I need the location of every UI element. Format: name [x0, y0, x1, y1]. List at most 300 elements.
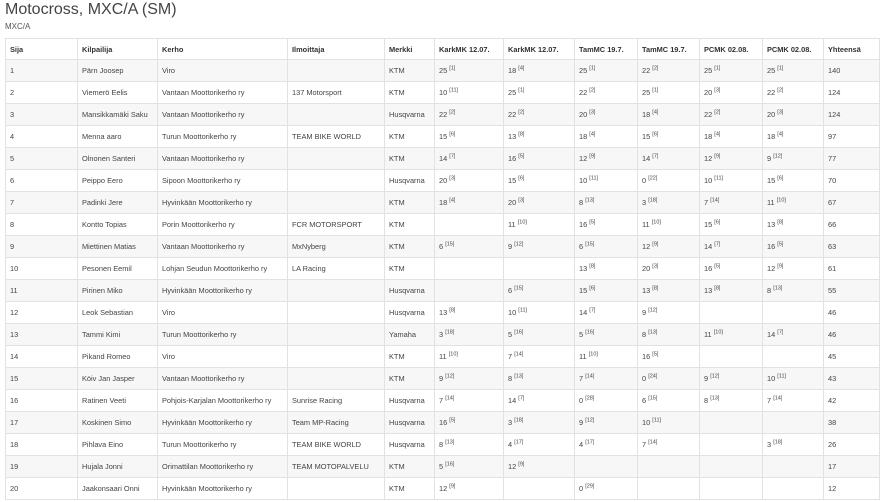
table-row — [6, 236, 880, 258]
race-placement: [5] — [714, 263, 721, 270]
table-row — [6, 302, 880, 324]
race-placement: [18] — [773, 439, 783, 446]
race-points: 14 — [579, 308, 588, 317]
table-row — [6, 60, 880, 82]
race-placement: [6] — [777, 175, 784, 182]
total-cell: 63 — [824, 236, 880, 258]
race-placement: [12] — [648, 307, 658, 314]
race-result-cell — [575, 82, 638, 104]
race-result-cell — [763, 280, 824, 302]
club-cell: Vantaan Moottorikerho ry — [158, 82, 288, 104]
position-cell: 16 — [6, 390, 78, 412]
race-result-cell — [504, 412, 575, 434]
race-placement: [5] — [518, 153, 525, 160]
total-cell: 140 — [824, 60, 880, 82]
race-points: 10 — [579, 176, 588, 185]
race-points: 10 — [642, 418, 651, 427]
race-placement: [10] — [713, 329, 723, 336]
class-label: MXC/A — [5, 22, 31, 31]
race-points: 18 — [767, 132, 776, 141]
race-result-cell — [700, 456, 763, 478]
race-result-cell — [638, 214, 700, 236]
entrant-cell — [288, 104, 385, 126]
race-result-cell — [575, 478, 638, 500]
race-placement: [4] — [589, 131, 596, 138]
race-result-cell — [763, 104, 824, 126]
race-placement: [13] — [514, 373, 524, 380]
race-placement: [22] — [648, 175, 658, 182]
race-result-cell — [575, 434, 638, 456]
race-result-cell — [763, 478, 824, 500]
race-placement: [6] — [449, 131, 456, 138]
race-placement: [5] — [652, 351, 659, 358]
race-points: 14 — [767, 330, 776, 339]
total-cell: 61 — [824, 258, 880, 280]
race-points: 13 — [642, 286, 651, 295]
race-result-cell — [435, 368, 504, 390]
position-cell: 19 — [6, 456, 78, 478]
club-cell: Viro — [158, 302, 288, 324]
race-placement: [8] — [589, 263, 596, 270]
race-points: 22 — [704, 110, 713, 119]
race-result-cell — [700, 148, 763, 170]
race-placement: [7] — [449, 153, 456, 160]
race-points: 11 — [579, 352, 587, 361]
race-placement: [1] — [652, 87, 659, 94]
race-placement: [1] — [714, 65, 721, 72]
column-header[interactable]: TamMC 19.7. — [638, 39, 700, 60]
position-cell: 2 — [6, 82, 78, 104]
race-placement: [9] — [652, 241, 659, 248]
race-result-cell — [575, 214, 638, 236]
race-result-cell — [700, 236, 763, 258]
race-placement: [1] — [449, 65, 456, 72]
race-points: 11 — [704, 330, 712, 339]
entrant-cell — [288, 170, 385, 192]
rider-name-cell: Padinki Jere — [78, 192, 158, 214]
race-placement: [17] — [514, 439, 524, 446]
table-row — [6, 104, 880, 126]
race-result-cell — [638, 434, 700, 456]
position-cell: 14 — [6, 346, 78, 368]
race-points: 7 — [704, 198, 709, 207]
race-result-cell — [700, 126, 763, 148]
race-result-cell — [700, 478, 763, 500]
brand-cell: KTM — [385, 456, 435, 478]
brand-cell: KTM — [385, 82, 435, 104]
race-result-cell — [504, 390, 575, 412]
club-cell: Vantaan Moottorikerho ry — [158, 148, 288, 170]
race-result-cell — [763, 148, 824, 170]
brand-cell: KTM — [385, 214, 435, 236]
race-placement: [14] — [710, 197, 720, 204]
rider-name-cell: Pärn Joosep — [78, 60, 158, 82]
position-cell: 6 — [6, 170, 78, 192]
table-row — [6, 214, 880, 236]
race-points: 12 — [642, 242, 651, 251]
race-result-cell — [700, 82, 763, 104]
race-result-cell — [638, 192, 700, 214]
club-cell: Lohjan Seudun Moottorikerho ry — [158, 258, 288, 280]
race-placement: [12] — [514, 241, 524, 248]
race-result-cell — [638, 478, 700, 500]
race-result-cell — [575, 192, 638, 214]
race-placement: [7] — [652, 153, 659, 160]
rider-name-cell: Olnonen Santeri — [78, 148, 158, 170]
race-result-cell — [700, 390, 763, 412]
race-points: 20 — [704, 88, 713, 97]
total-cell: 66 — [824, 214, 880, 236]
entrant-cell: TEAM MOTOPALVELU — [288, 456, 385, 478]
race-points: 9 — [704, 374, 709, 383]
table-row — [6, 390, 880, 412]
column-header[interactable]: KarkMK 12.07. — [504, 39, 575, 60]
race-points: 9 — [508, 242, 513, 251]
race-result-cell — [763, 214, 824, 236]
race-placement: [11] — [518, 307, 528, 314]
rider-name-cell: Mansikkamäki Saku — [78, 104, 158, 126]
total-cell: 26 — [824, 434, 880, 456]
race-points: 6 — [439, 242, 444, 251]
race-points: 14 — [704, 242, 713, 251]
race-result-cell — [700, 104, 763, 126]
race-placement: [2] — [589, 87, 596, 94]
race-placement: [11] — [652, 417, 662, 424]
race-points: 10 — [767, 374, 776, 383]
race-points: 15 — [767, 176, 776, 185]
entrant-cell — [288, 60, 385, 82]
total-cell: 70 — [824, 170, 880, 192]
race-result-cell — [504, 258, 575, 280]
race-result-cell — [504, 236, 575, 258]
position-cell: 10 — [6, 258, 78, 280]
race-placement: [14] — [514, 351, 524, 358]
race-points: 11 — [508, 220, 516, 229]
race-result-cell — [638, 236, 700, 258]
race-placement: [1] — [589, 65, 596, 72]
column-header[interactable]: Kerho — [158, 39, 288, 60]
race-result-cell — [575, 170, 638, 192]
entrant-cell: TEAM BIKE WORLD — [288, 126, 385, 148]
total-cell: 97 — [824, 126, 880, 148]
race-placement: [2] — [518, 109, 525, 116]
race-result-cell — [700, 192, 763, 214]
race-result-cell — [638, 82, 700, 104]
rider-name-cell: Koskinen Simo — [78, 412, 158, 434]
race-points: 18 — [579, 132, 588, 141]
race-result-cell — [575, 236, 638, 258]
race-points: 12 — [767, 264, 776, 273]
rider-name-cell: Köiv Jan Jasper — [78, 368, 158, 390]
race-points: 22 — [508, 110, 517, 119]
race-points: 10 — [508, 308, 517, 317]
race-placement: [16] — [585, 329, 595, 336]
club-cell: Sipoon Moottorikerho ry — [158, 170, 288, 192]
position-cell: 7 — [6, 192, 78, 214]
race-result-cell — [435, 214, 504, 236]
race-placement: [2] — [449, 109, 456, 116]
race-result-cell — [504, 126, 575, 148]
total-cell: 46 — [824, 324, 880, 346]
race-result-cell — [638, 126, 700, 148]
table-row — [6, 368, 880, 390]
race-placement: [15] — [648, 395, 658, 402]
column-header[interactable]: PCMK 02.08. — [700, 39, 763, 60]
race-points: 5 — [439, 462, 444, 471]
race-result-cell — [763, 170, 824, 192]
race-result-cell — [638, 302, 700, 324]
race-result-cell — [575, 148, 638, 170]
race-result-cell — [575, 258, 638, 280]
race-result-cell — [700, 60, 763, 82]
race-result-cell — [435, 302, 504, 324]
rider-name-cell: Jaakonsaari Onni — [78, 478, 158, 500]
race-placement: [5] — [449, 417, 456, 424]
race-placement: [8] — [449, 307, 456, 314]
race-placement: [6] — [652, 131, 659, 138]
race-placement: [5] — [777, 241, 784, 248]
race-points: 3 — [767, 440, 772, 449]
race-placement: [7] — [589, 307, 596, 314]
table-row — [6, 478, 880, 500]
entrant-cell — [288, 148, 385, 170]
race-result-cell — [700, 280, 763, 302]
race-result-cell — [504, 170, 575, 192]
rider-name-cell: Pihlava Eino — [78, 434, 158, 456]
entrant-cell: Sunrise Racing — [288, 390, 385, 412]
race-placement: [13] — [648, 329, 658, 336]
race-result-cell — [435, 104, 504, 126]
total-cell: 45 — [824, 346, 880, 368]
race-points: 15 — [508, 176, 517, 185]
entrant-cell: FCR MOTORSPORT — [288, 214, 385, 236]
race-result-cell — [763, 302, 824, 324]
race-result-cell — [763, 368, 824, 390]
race-result-cell — [638, 60, 700, 82]
table-row — [6, 170, 880, 192]
race-points: 20 — [767, 110, 776, 119]
race-points: 8 — [439, 440, 444, 449]
rider-name-cell: Pesonen Eemil — [78, 258, 158, 280]
race-points: 13 — [704, 286, 713, 295]
brand-cell: Yamaha — [385, 324, 435, 346]
race-placement: [29] — [585, 483, 595, 490]
race-result-cell — [638, 148, 700, 170]
position-cell: 1 — [6, 60, 78, 82]
race-result-cell — [575, 280, 638, 302]
race-placement: [5] — [589, 219, 596, 226]
table-row — [6, 324, 880, 346]
race-result-cell — [435, 126, 504, 148]
total-cell: 17 — [824, 456, 880, 478]
position-cell: 15 — [6, 368, 78, 390]
race-placement: [2] — [714, 109, 721, 116]
race-placement: [11] — [777, 373, 787, 380]
entrant-cell: TEAM BIKE WORLD — [288, 434, 385, 456]
race-result-cell — [504, 192, 575, 214]
rider-name-cell: Peippo Eero — [78, 170, 158, 192]
race-result-cell — [638, 324, 700, 346]
race-placement: [13] — [445, 439, 455, 446]
position-cell: 3 — [6, 104, 78, 126]
entrant-cell: 137 Motorsport — [288, 82, 385, 104]
club-cell: Hyvinkään Moottorikerho ry — [158, 280, 288, 302]
race-points: 20 — [439, 176, 448, 185]
column-header[interactable]: Sija — [6, 39, 78, 60]
race-result-cell — [575, 104, 638, 126]
total-cell: 38 — [824, 412, 880, 434]
race-placement: [18] — [514, 417, 524, 424]
column-header[interactable]: KarkMK 12.07. — [435, 39, 504, 60]
race-result-cell — [504, 456, 575, 478]
race-result-cell — [435, 390, 504, 412]
race-result-cell — [435, 456, 504, 478]
race-placement: [4] — [652, 109, 659, 116]
race-points: 22 — [767, 88, 776, 97]
table-row — [6, 192, 880, 214]
brand-cell: KTM — [385, 60, 435, 82]
column-header[interactable]: Kilpailija — [78, 39, 158, 60]
race-points: 22 — [579, 88, 588, 97]
race-result-cell — [575, 60, 638, 82]
race-points: 12 — [439, 484, 448, 493]
club-cell: Hyvinkään Moottorikerho ry — [158, 478, 288, 500]
race-placement: [7] — [714, 241, 721, 248]
race-points: 10 — [704, 176, 713, 185]
column-header[interactable]: PCMK 02.08. — [763, 39, 824, 60]
race-placement: [11] — [449, 87, 459, 94]
column-header[interactable]: Ilmoittaja — [288, 39, 385, 60]
race-placement: [10] — [588, 351, 598, 358]
race-points: 0 — [579, 396, 584, 405]
race-points: 6 — [579, 242, 584, 251]
column-header[interactable]: Merkki — [385, 39, 435, 60]
race-points: 4 — [508, 440, 513, 449]
race-placement: [4] — [714, 131, 721, 138]
race-points: 0 — [642, 176, 647, 185]
race-points: 16 — [767, 242, 776, 251]
race-points: 22 — [439, 110, 448, 119]
race-placement: [14] — [445, 395, 455, 402]
race-placement: [2] — [777, 87, 784, 94]
race-points: 8 — [767, 286, 772, 295]
race-result-cell — [638, 170, 700, 192]
race-result-cell — [504, 346, 575, 368]
race-result-cell — [504, 478, 575, 500]
race-points: 18 — [642, 110, 651, 119]
race-points: 15 — [704, 220, 713, 229]
race-result-cell — [575, 456, 638, 478]
race-points: 13 — [579, 264, 588, 273]
race-placement: [12] — [710, 373, 720, 380]
race-points: 20 — [642, 264, 651, 273]
results-body — [6, 60, 880, 500]
entrant-cell — [288, 324, 385, 346]
race-points: 22 — [642, 66, 651, 75]
brand-cell: Husqvarna — [385, 302, 435, 324]
race-points: 25 — [704, 66, 713, 75]
total-cell: 124 — [824, 82, 880, 104]
rider-name-cell: Tammi Kimi — [78, 324, 158, 346]
race-result-cell — [638, 258, 700, 280]
race-result-cell — [638, 412, 700, 434]
race-placement: [3] — [589, 109, 596, 116]
club-cell: Viro — [158, 60, 288, 82]
race-result-cell — [504, 104, 575, 126]
race-placement: [10] — [776, 197, 786, 204]
race-result-cell — [763, 324, 824, 346]
club-cell: Orimattilan Moottorikerho ry — [158, 456, 288, 478]
race-placement: [14] — [648, 439, 658, 446]
race-points: 15 — [579, 286, 588, 295]
brand-cell: KTM — [385, 368, 435, 390]
race-placement: [9] — [589, 153, 596, 160]
race-points: 10 — [439, 88, 448, 97]
race-points: 25 — [439, 66, 448, 75]
race-points: 25 — [508, 88, 517, 97]
club-cell: Turun Moottorikerho ry — [158, 434, 288, 456]
club-cell: Hyvinkään Moottorikerho ry — [158, 192, 288, 214]
race-result-cell — [504, 214, 575, 236]
race-points: 12 — [579, 154, 588, 163]
club-cell: Vantaan Moottorikerho ry — [158, 104, 288, 126]
race-result-cell — [638, 456, 700, 478]
entrant-cell — [288, 368, 385, 390]
position-cell: 8 — [6, 214, 78, 236]
race-points: 18 — [704, 132, 713, 141]
race-placement: [2] — [652, 65, 659, 72]
race-result-cell — [638, 390, 700, 412]
race-result-cell — [763, 82, 824, 104]
race-placement: [14] — [773, 395, 783, 402]
brand-cell: Husqvarna — [385, 280, 435, 302]
race-result-cell — [638, 368, 700, 390]
race-points: 8 — [579, 198, 584, 207]
race-result-cell — [504, 280, 575, 302]
total-cell: 124 — [824, 104, 880, 126]
race-placement: [16] — [445, 461, 455, 468]
race-placement: [15] — [445, 241, 455, 248]
brand-cell: Husqvarna — [385, 170, 435, 192]
position-cell: 20 — [6, 478, 78, 500]
total-cell: 55 — [824, 280, 880, 302]
race-result-cell — [638, 280, 700, 302]
column-header[interactable]: TamMC 19.7. — [575, 39, 638, 60]
race-result-cell — [435, 170, 504, 192]
race-points: 25 — [579, 66, 588, 75]
race-result-cell — [700, 412, 763, 434]
entrant-cell — [288, 478, 385, 500]
column-header[interactable]: Yhteensä — [824, 39, 880, 60]
total-cell: 67 — [824, 192, 880, 214]
race-result-cell — [504, 60, 575, 82]
rider-name-cell: Kontto Topias — [78, 214, 158, 236]
brand-cell: KTM — [385, 346, 435, 368]
race-placement: [9] — [449, 483, 456, 490]
entrant-cell — [288, 280, 385, 302]
entrant-cell — [288, 346, 385, 368]
brand-cell: Husqvarna — [385, 104, 435, 126]
race-placement: [12] — [585, 417, 595, 424]
race-placement: [3] — [714, 87, 721, 94]
race-result-cell — [700, 214, 763, 236]
race-placement: [10] — [651, 219, 661, 226]
race-points: 9 — [642, 308, 647, 317]
page-title: Motocross, MXC/A (SM) — [5, 1, 177, 18]
race-points: 13 — [508, 132, 517, 141]
race-result-cell — [435, 324, 504, 346]
entrant-cell — [288, 192, 385, 214]
